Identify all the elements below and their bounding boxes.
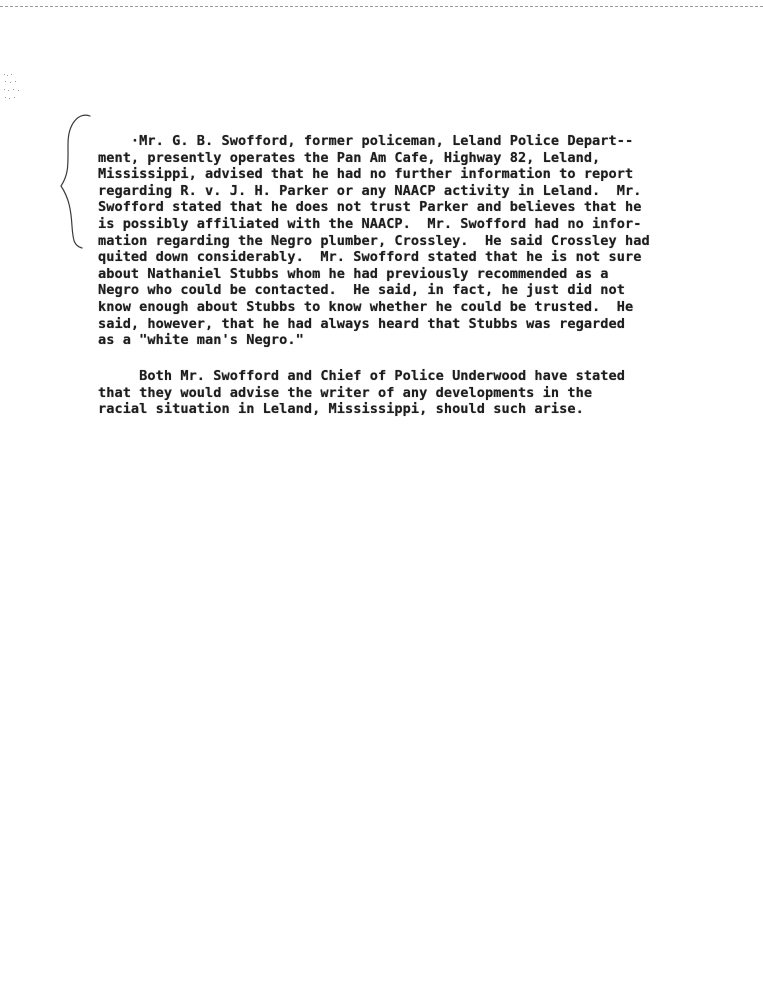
paragraph-line: said, however, that he had always heard that Stubbs was regarded — [98, 315, 625, 332]
paragraph-swofford-statement — [98, 133, 650, 349]
paragraph-line: ment, presently operates the Pan Am Cafe, Highway 82, Leland, — [98, 149, 601, 166]
margin-specks — [2, 72, 42, 106]
paragraph-line: about Nathaniel Stubbs whom he had previously recommended as a — [98, 265, 609, 282]
paragraph-line: quited down considerably. Mr. Swofford stated that he is not sure — [98, 249, 642, 266]
paragraph-line: know enough about Stubbs to know whether he could be trusted. He — [98, 298, 634, 315]
paragraph-line: Swofford stated that he does not trust Parker and believes that he — [98, 199, 642, 216]
handwritten-bracket-mark — [56, 110, 96, 255]
paragraph-line: ·Mr. G. B. Swofford, former policeman, Leland Police Depart-- — [98, 133, 634, 149]
paragraph-line: that they would advise the writer of any developments in the — [98, 384, 593, 401]
paragraph-line: racial situation in Leland, Mississippi, should such arise. — [98, 401, 584, 418]
paragraph-line: as a "white man's Negro." — [98, 332, 304, 349]
paragraph-line: regarding R. v. J. H. Parker or any NAACP activity in Leland. Mr. — [98, 182, 642, 199]
page-top-edge — [0, 6, 763, 7]
paragraph-closing-statement — [98, 368, 625, 418]
paragraph-line: is possibly affiliated with the NAACP. Mr. Swofford had no infor- — [98, 215, 642, 232]
paragraph-line: Negro who could be contacted. He said, in fact, he just did not — [98, 282, 625, 299]
paragraph-line: Both Mr. Swofford and Chief of Police Underwood have stated — [98, 368, 625, 384]
paragraph-line: mation regarding the Negro plumber, Crossley. He said Crossley had — [98, 232, 650, 249]
paragraph-line: Mississippi, advised that he had no further information to report — [98, 166, 634, 183]
